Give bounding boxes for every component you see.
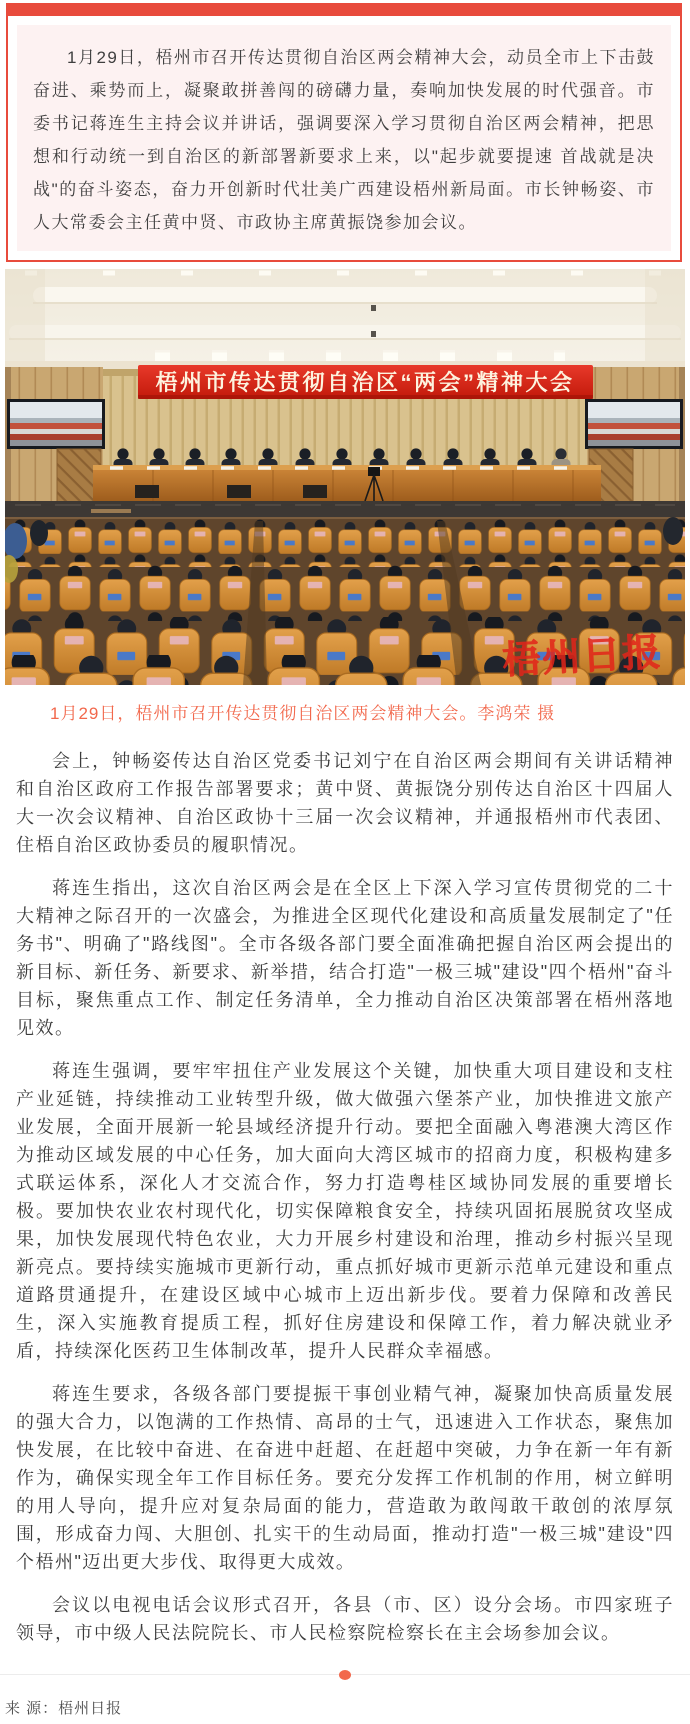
divider-dot <box>339 1670 351 1680</box>
meeting-photo-svg <box>5 269 685 685</box>
meeting-banner <box>138 365 593 399</box>
hall-ceiling <box>5 269 685 369</box>
source-line: 来 源：梧州日报 <box>5 1700 123 1717</box>
body-paragraph-5: 会议以电视电话会议形式召开，各县（市、区）设分会场。市四家班子领导，市中级人民法院院长、市人民检察院检察长在主会场参加会议。 <box>16 1595 674 1643</box>
meeting-photo[interactable] <box>5 269 685 685</box>
banner-text: 梧州市传达贯彻自治区“两会”精神大会 <box>155 370 575 395</box>
ceiling-camera-dot <box>371 305 376 311</box>
summary-card <box>6 3 682 262</box>
body-paragraph-3: 蒋连生强调，要牢牢扭住产业发展这个关键，加快重大项目建设和支柱产业延链，持续推动工业转型升级，做大做强六堡茶产业，加快推进文旅产业发展，全面开展新一轮县域经济提升行动。要把全面融入粤港澳大湾区作为推动区域发展的中心任务，加大面向大湾区城市的招商力度，积极构建多式联运体系，深化人才交流合作，努力打造粤桂区域协同发展的重要增长极。要加快农业农村现代化，切实保障粮食安全，持续巩固拓展脱贫攻坚成果，加快发展现代特色农业，大力开展乡村建设和治理，推动乡村振兴呈现新亮点。要持续实施城市更新行动，重点抓好城市更新示范单元建设和重点道路贯通提升，在建设区域中心城市上迈出新步伐。要着力保障和改善民生，深入实施教育提质工程，抓好住房建设和保障工作，着力解决就业矛盾，持续深化医药卫生体制改革，提升人民群众幸福感。 <box>16 1061 674 1361</box>
summary-box <box>17 25 671 251</box>
newspaper-watermark: 梧州日报 <box>501 631 664 683</box>
right-screen <box>585 399 683 449</box>
summary-text: 1月29日，梧州市召开传达贯彻自治区两会精神大会，动员全市上下击鼓奋进、乘势而上，凝聚敢拼善闯的磅礴力量，奏响加快发展的时代强音。市委书记蒋连生主持会议并讲话，强调要深入学习贯彻自治区两会精神，把思想和行动统一到自治区的新部署新要求上来，以"起步就要提速 首战就是决战"的奋斗姿态，奋力开创新时代壮美广西建设梧州新局面。市长钟畅姿、市人大常委会主任黄中贤、市政协主席黄振饶参加会议。 <box>33 48 655 232</box>
left-screen <box>7 399 105 449</box>
body-paragraph-2: 蒋连生指出，这次自治区两会是在全区上下深入学习宣传贯彻党的二十大精神之际召开的一次盛会，为推进全区现代化建设和高质量发展制定了"任务书"、明确了"路线图"。全市各级各部门要全面准确把握自治区两会提出的新目标、新任务、新要求、新举措，结合打造"一极三城"建设"四个梧州"奋斗目标，聚焦重点工作、制定任务清单，全力推动自治区决策部署在梧州落地见效。 <box>16 878 674 1038</box>
section-divider <box>0 1674 690 1675</box>
dais-table <box>93 465 601 501</box>
photo-caption: 1月29日，梧州市召开传达贯彻自治区两会精神大会。李鸿荣 摄 <box>50 704 556 723</box>
article-body <box>0 747 690 1652</box>
body-paragraph-4: 蒋连生要求，各级各部门要提振干事创业精气神，凝聚加快高质量发展的强大合力，以饱满的工作热情、高昂的士气，迅速进入工作状态，聚焦加快发展，在比较中奋进、在奋进中赶超、在赶超中突破，力争在新一年有新作为，确保实现全年工作目标任务。要充分发挥工作机制的作用，树立鲜明的用人导向，提升应对复杂局面的能力，营造敢为敢闯敢干敢创的浓厚氛围，形成奋力闯、大胆创、扎实干的生动局面，推动打造"一极三城"建设"四个梧州"迈出更大步伐、取得更大成效。 <box>16 1384 674 1572</box>
body-paragraph-1: 会上，钟畅姿传达自治区党委书记刘宁在自治区两会期间有关讲话精神和自治区政府工作报告部署要求；黄中贤、黄振饶分别传达自治区十四届人大一次会议精神、自治区政协十三届一次会议精神，并通报梧州市代表团、住梧自治区政协委员的履职情况。 <box>16 751 674 855</box>
